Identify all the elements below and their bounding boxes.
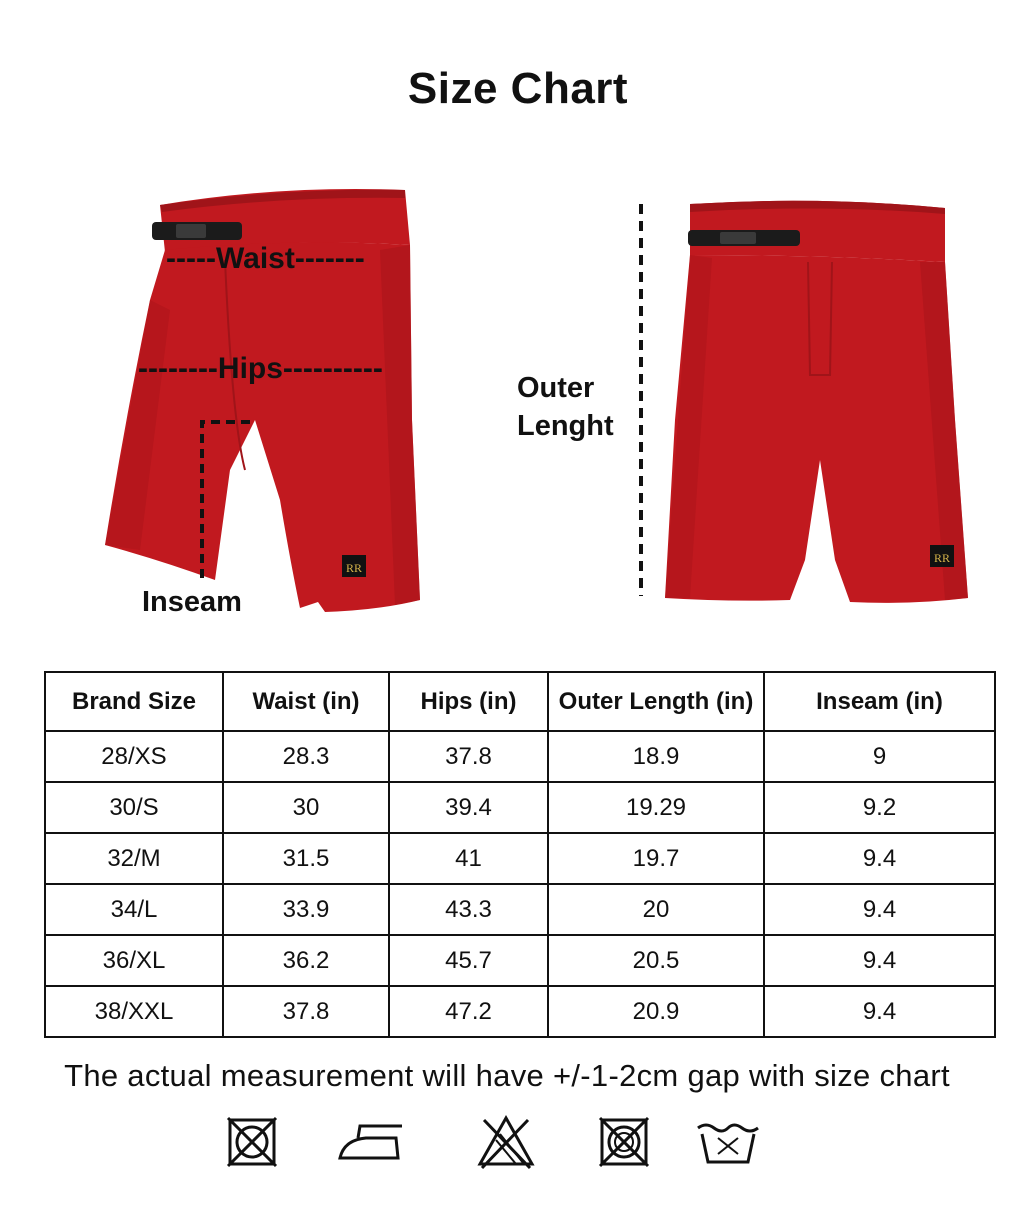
cell-waist: 37.8	[223, 986, 389, 1037]
cell-size: 34/L	[45, 884, 223, 935]
cell-inseam: 9.2	[764, 782, 995, 833]
do-not-bleach-icon	[474, 1110, 538, 1174]
table-row	[45, 935, 995, 986]
page-title: Size Chart	[407, 64, 629, 113]
cell-hips: 37.8	[389, 731, 548, 782]
cell-size: 28/XS	[45, 731, 223, 782]
cell-waist: 31.5	[223, 833, 389, 884]
cell-inseam: 9.4	[764, 884, 995, 935]
waist-label: -----Waist-------	[166, 242, 365, 275]
cell-size: 30/S	[45, 782, 223, 833]
cell-size: 38/XXL	[45, 986, 223, 1037]
header-brand-size: Brand Size	[45, 672, 223, 731]
cell-inseam: 9.4	[764, 833, 995, 884]
table-row	[45, 884, 995, 935]
cell-inseam: 9.4	[764, 986, 995, 1037]
do-not-tumble-dry-icon	[220, 1110, 284, 1174]
cell-hips: 43.3	[389, 884, 548, 935]
cell-inseam: 9.4	[764, 935, 995, 986]
table-header-row	[45, 672, 995, 731]
header-outer-length: Outer Length (in)	[548, 672, 764, 731]
iron-icon	[336, 1110, 408, 1174]
outer-length-label-line1: Outer	[517, 372, 595, 404]
cell-size: 36/XL	[45, 935, 223, 986]
svg-text:RR: RR	[345, 561, 363, 575]
hips-label: --------Hips----------	[138, 352, 383, 385]
cell-waist: 36.2	[223, 935, 389, 986]
cell-size: 32/M	[45, 833, 223, 884]
size-table	[44, 671, 996, 1038]
cell-hips: 47.2	[389, 986, 548, 1037]
cell-waist: 28.3	[223, 731, 389, 782]
cell-outer-length: 20.5	[548, 935, 764, 986]
table-row	[45, 986, 995, 1037]
hand-wash-icon	[694, 1110, 762, 1174]
cell-waist: 30	[223, 782, 389, 833]
cell-inseam: 9	[764, 731, 995, 782]
table-row	[45, 833, 995, 884]
cell-outer-length: 19.29	[548, 782, 764, 833]
cell-hips: 45.7	[389, 935, 548, 986]
cell-outer-length: 20.9	[548, 986, 764, 1037]
cell-outer-length: 20	[548, 884, 764, 935]
cell-outer-length: 19.7	[548, 833, 764, 884]
table-row	[45, 731, 995, 782]
measurement-note: The actual measurement will have +/-1-2cm gap with size chart	[64, 1058, 950, 1093]
inseam-label: Inseam	[142, 586, 242, 618]
cell-outer-length: 18.9	[548, 731, 764, 782]
outer-length-label-line2: Lenght	[517, 410, 614, 442]
cell-hips: 39.4	[389, 782, 548, 833]
cell-waist: 33.9	[223, 884, 389, 935]
do-not-dry-clean-icon	[592, 1110, 656, 1174]
cell-hips: 41	[389, 833, 548, 884]
header-waist: Waist (in)	[223, 672, 389, 731]
header-hips: Hips (in)	[389, 672, 548, 731]
svg-text:RR: RR	[933, 551, 951, 565]
header-inseam: Inseam (in)	[764, 672, 995, 731]
care-instructions	[0, 1110, 1024, 1180]
table-row	[45, 782, 995, 833]
